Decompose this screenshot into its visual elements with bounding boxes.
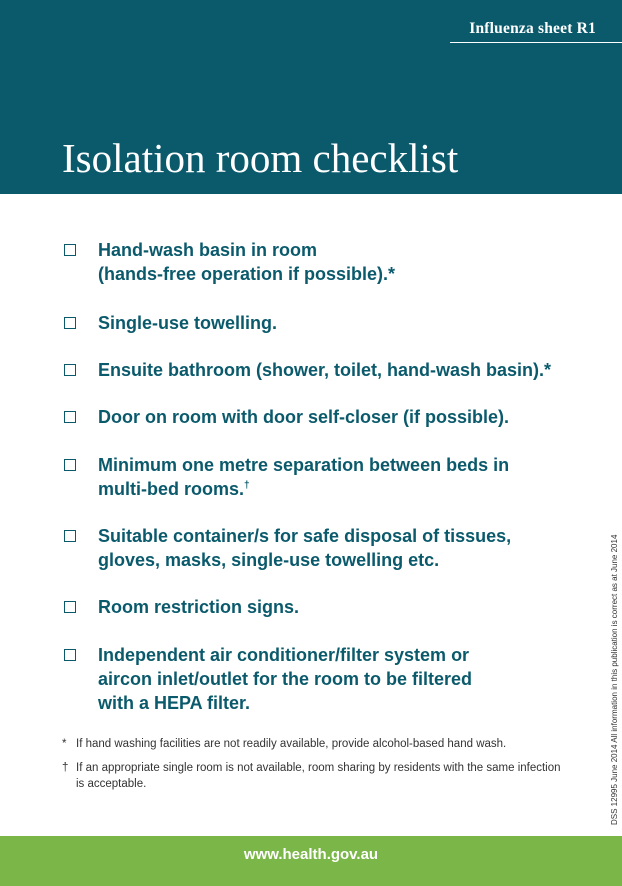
checkbox-icon[interactable]: [64, 364, 76, 376]
checkbox-icon[interactable]: [64, 317, 76, 329]
footnote-asterisk: [62, 736, 572, 752]
checklist-item-text: Single-use towelling.: [98, 313, 278, 333]
footnote-text: If hand washing facilities are not readily available, provide alcohol-based hand wash.: [76, 738, 507, 750]
checkbox-icon[interactable]: [64, 459, 76, 471]
checklist-item-text: Ensuite bathroom (shower, toilet, hand-wash basin).*: [98, 360, 552, 380]
checklist-item-text: Minimum one metre separation between beds in multi-bed rooms.†: [98, 455, 510, 499]
checklist-item-text: Room restriction signs.: [98, 597, 300, 617]
checklist-item-text: Hand-wash basin in room (hands-free operation if possible).*: [98, 240, 396, 284]
sheet-label-underline: [450, 42, 622, 43]
checkbox-icon[interactable]: [64, 411, 76, 423]
checkbox-icon[interactable]: [64, 244, 76, 256]
header-banner: [0, 0, 622, 194]
sheet-label: Influenza sheet R1: [469, 20, 596, 37]
footnote-text: If an appropriate single room is not available, room sharing by residents with the same infection is acceptable.: [76, 762, 561, 790]
checklist-item-text: Door on room with door self-closer (if possible).: [98, 407, 510, 427]
checkbox-icon[interactable]: [64, 649, 76, 661]
footnotes: [62, 736, 572, 800]
checkbox-icon[interactable]: [64, 601, 76, 613]
publication-note: DSS 12995 June 2014 All information in this publication is correct as at June 2014: [610, 534, 619, 825]
checklist-item-text: Independent air conditioner/filter system or aircon inlet/outlet for the room to be filtered with a HEPA filter.: [98, 645, 473, 713]
footnote-dagger: [62, 760, 572, 792]
website-link[interactable]: www.health.gov.au: [243, 846, 379, 863]
checklist-item-text: Suitable container/s for safe disposal of tissues, gloves, masks, single-use towelling etc.: [98, 526, 512, 570]
footer-bar: [0, 836, 622, 886]
dagger-mark: †: [244, 480, 250, 491]
footnote-mark: †: [62, 762, 69, 774]
footnote-mark: *: [62, 738, 67, 750]
page-title: Isolation room checklist: [62, 135, 459, 181]
checkbox-icon[interactable]: [64, 530, 76, 542]
